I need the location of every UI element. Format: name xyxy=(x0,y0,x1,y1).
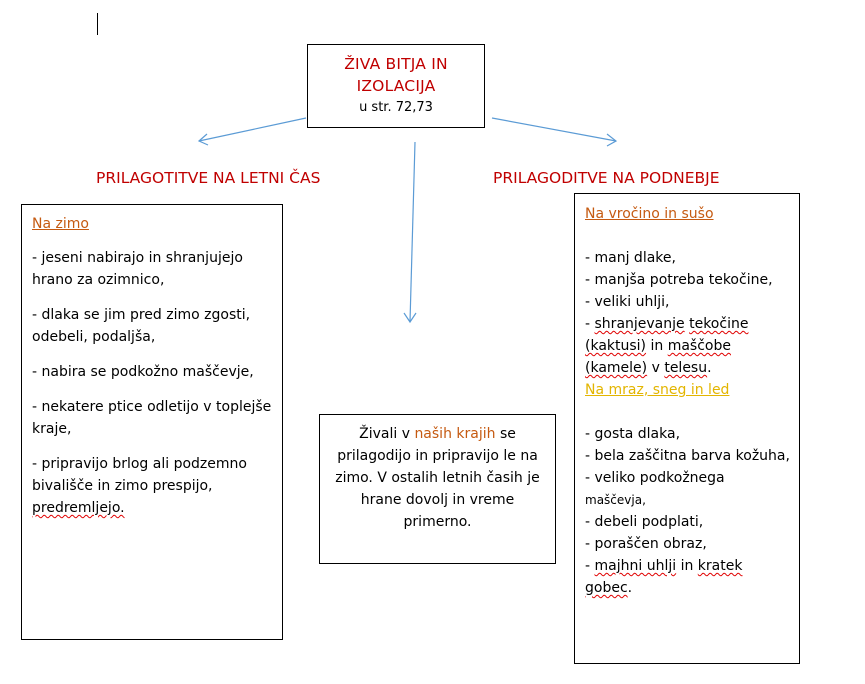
note-highlight: naših krajih xyxy=(414,426,496,442)
left-box-winter xyxy=(21,204,283,640)
title-box xyxy=(307,44,485,128)
list-item: - dlaka se jim pred zimo zgosti, odebeli, podaljša, xyxy=(32,307,251,345)
list-item-last: - majhni uhlji in kratek gobec. xyxy=(585,558,743,596)
list-item-storage: - shranjevanje tekočine (kaktusi) in maščobe (kamele) v telesu. xyxy=(585,316,749,376)
note-text-end: se prilagodijo in pripravijo le na zimo. V ostalih letnih časih je hrane dovolj in vreme primerno. xyxy=(335,426,540,530)
arrow-left xyxy=(199,118,306,141)
section-title-cold: Na mraz, sneg in led xyxy=(585,382,730,398)
list-item: - manj dlake, xyxy=(585,250,676,266)
list-item xyxy=(32,453,272,519)
section-title-winter: Na zimo xyxy=(32,216,89,232)
middle-box-note xyxy=(319,414,556,564)
title-subtitle: u str. 72,73 xyxy=(359,100,433,115)
winter-list xyxy=(32,247,272,519)
list-item: - poraščen obraz, xyxy=(585,536,707,552)
heading-seasonal: PRILAGOTITVE NA LETNI ČAS xyxy=(96,169,321,187)
list-item: - jeseni nabirajo in shranjujejo hrano za ozimnico, xyxy=(32,250,243,288)
list-item: - nabira se podkožno maščevje, xyxy=(32,364,254,380)
list-item: - veliko podkožnega maščevja, xyxy=(585,470,725,507)
list-item: - gosta dlaka, xyxy=(585,426,681,442)
list-item: - nekatere ptice odletijo v toplejše kraje, xyxy=(32,399,272,437)
arrow-right xyxy=(492,118,616,141)
right-box-climate xyxy=(574,193,800,664)
heading-climate: PRILAGODITVE NA PODNEBJE xyxy=(493,169,720,187)
note-text-start: Živali v xyxy=(359,426,410,442)
list-item-text: - pripravijo brlog ali podzemno bivališče in zimo prespijo, xyxy=(32,456,247,494)
list-item: - veliki uhlji, xyxy=(585,294,670,310)
arrow-down xyxy=(410,142,415,322)
list-item-last-word: predremljejo. xyxy=(32,500,125,516)
list-item: - debeli podplati, xyxy=(585,514,704,530)
title-line-1: ŽIVA BITJA IN xyxy=(344,55,448,73)
title-line-2: IZOLACIJA xyxy=(356,77,436,95)
list-item: - bela zaščitna barva kožuha, xyxy=(585,448,790,464)
section-title-heat: Na vročino in sušo xyxy=(585,206,714,222)
list-item: - manjša potreba tekočine, xyxy=(585,272,773,288)
